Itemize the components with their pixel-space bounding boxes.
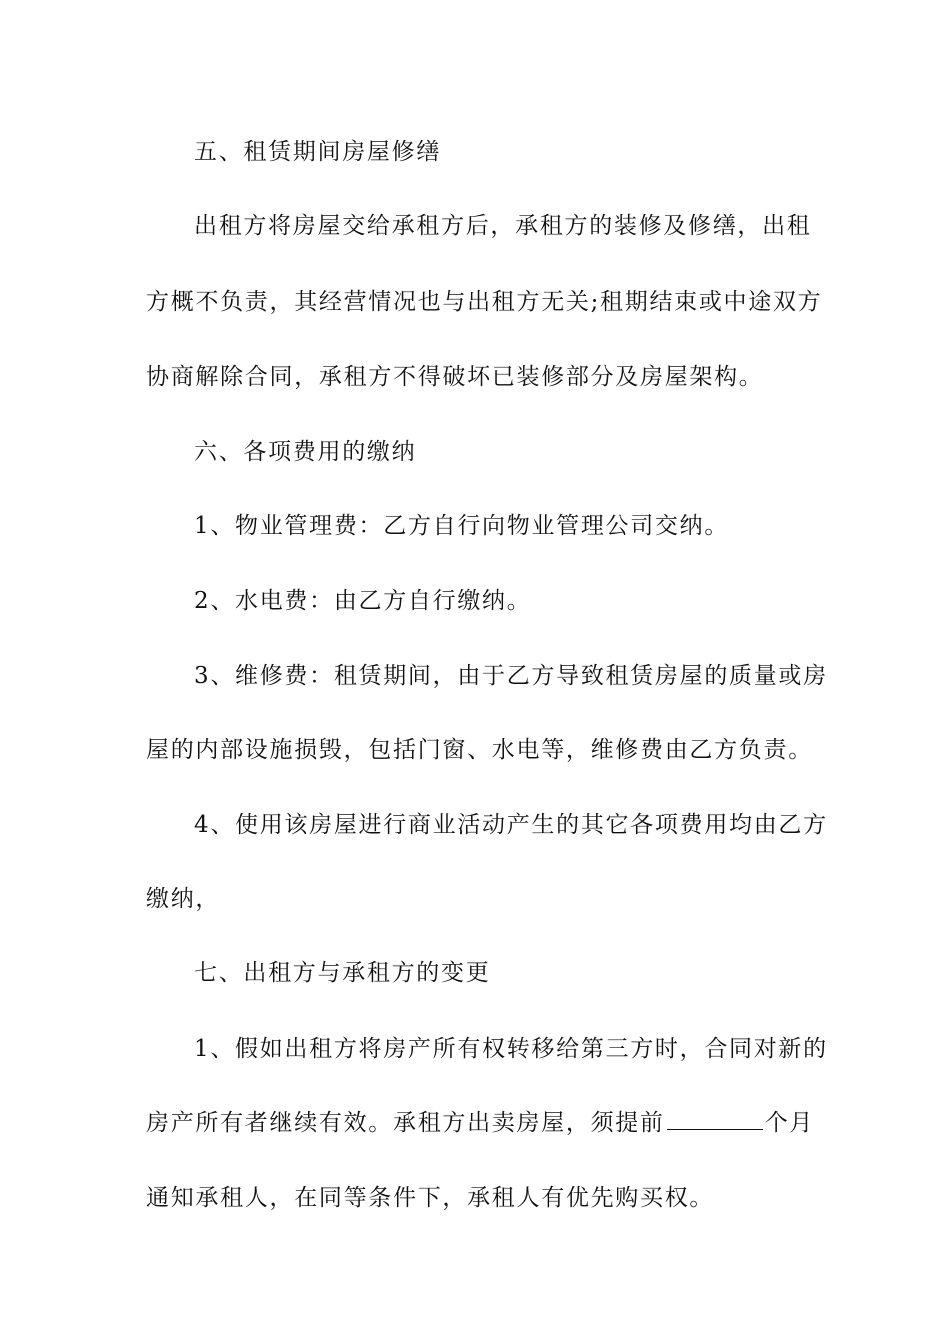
paragraph-line [146, 1108, 815, 1138]
paragraph-line: 出租方将房屋交给承租方后，承租方的装修及修缮，出租 [194, 213, 812, 239]
paragraph-line: 方概不负责，其经营情况也与出租方无关;租期结束或中途双方 [146, 289, 823, 315]
paragraph-line: 屋的内部设施损毁，包括门窗、水电等，维修费由乙方负责。 [146, 737, 813, 763]
paragraph-line: 2、水电费：由乙方自行缴纳。 [194, 588, 532, 614]
section-heading-6: 六、各项费用的缴纳 [194, 439, 417, 465]
section-heading-5: 五、租赁期间房屋修缮 [194, 139, 441, 165]
paragraph-line: 1、物业管理费：乙方自行向物业管理公司交纳。 [194, 513, 730, 539]
section-heading-7: 七、出租方与承租方的变更 [194, 960, 491, 986]
fill-in-blank [667, 1109, 763, 1130]
paragraph-line: 协商解除合同，承租方不得破坏已装修部分及房屋架构。 [146, 364, 764, 390]
paragraph-line: 缴纳， [146, 886, 221, 912]
paragraph-line: 1、假如出租方将房产所有权转移给第三方时，合同对新的 [194, 1036, 828, 1062]
paragraph-line: 通知承租人，在同等条件下，承租人有优先购买权。 [146, 1185, 715, 1211]
paragraph-text: 个月 [764, 1110, 815, 1136]
paragraph-line: 4、使用该房屋进行商业活动产生的其它各项费用均由乙方 [194, 812, 828, 838]
paragraph-line: 3、维修费：租赁期间，由于乙方导致租赁房屋的质量或房 [194, 663, 828, 689]
paragraph-text: 房产所有者继续有效。承租方出卖房屋，须提前 [146, 1110, 665, 1136]
